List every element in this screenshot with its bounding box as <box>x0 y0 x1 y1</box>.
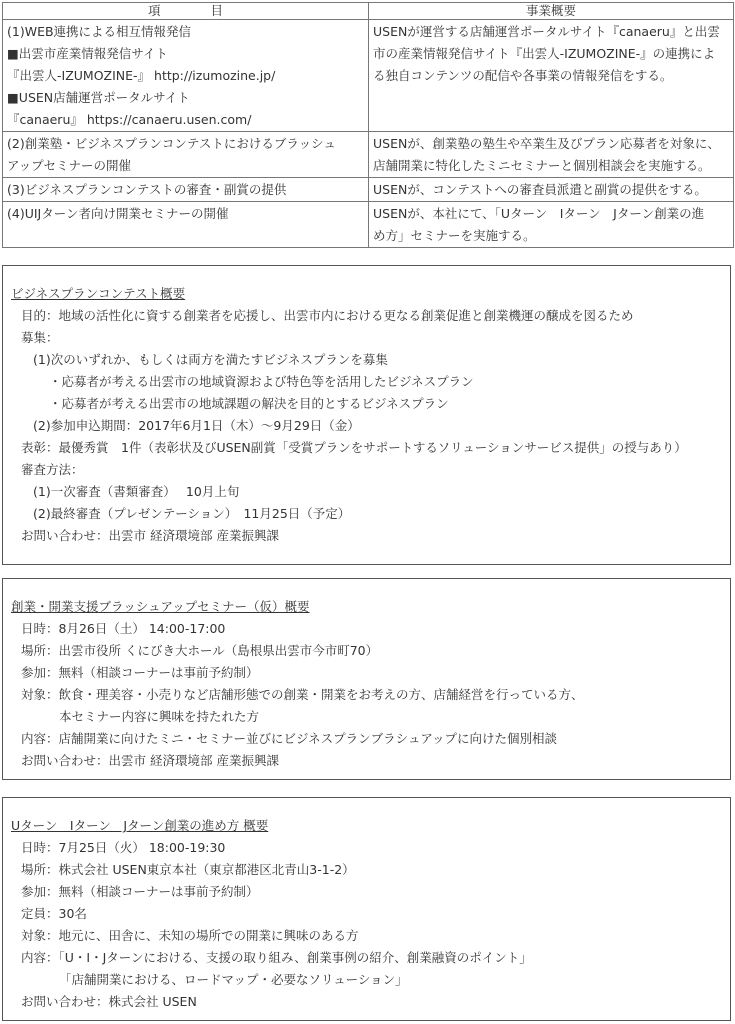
row-item-line: (3)ビジネスプランコンテストの審査・副賞の提供 <box>7 182 287 197</box>
table-header-row <box>3 3 734 20</box>
row-item-line: (2)創業塾・ビジネスプランコンテストにおけるブラッシュ <box>7 136 336 151</box>
header-item: 項 目 <box>3 3 369 20</box>
row-desc-line: る独自コンテンツの配信や各事業の情報発信をする。 <box>373 68 673 83</box>
contest-contact: お問い合わせ：出雲市 経済環境部 産業振興課 <box>21 528 279 543</box>
table-row <box>3 202 734 248</box>
row-item-line: ■USEN店舗運営ポータルサイト <box>7 90 190 105</box>
seminar-target-2: 本セミナー内容に興味を持たれた方 <box>59 709 260 724</box>
row-item-line: (4)UIJターン者向け開業セミナーの開催 <box>7 206 229 221</box>
row-desc-line: め方」セミナーを実施する。 <box>373 228 536 243</box>
seminar-target: 対象：飲食・理美容・小売りなど店舗形態での創業・開業をお考えの方、店舗経営を行っている方、 <box>21 687 584 702</box>
row-desc-line: USENが、創業塾の塾生や卒業生及びプラン応募者を対象に、 <box>373 136 720 151</box>
header-overview: 事業概要 <box>369 3 734 20</box>
row-desc-cell <box>369 178 734 202</box>
seminar-date: 日時：8月26日（土） 14:00-17:00 <box>21 621 226 636</box>
seminar-title: 創業・開業支援ブラッシュアップセミナー（仮）概要 <box>11 599 310 614</box>
contest-review: 審査方法： <box>21 462 84 477</box>
uij-title: Uターン Iターン Jターン創業の進め方 概要 <box>11 818 269 833</box>
seminar-place: 場所：出雲市役所 くにびき大ホール（島根県出雲市今市町70） <box>21 643 379 658</box>
table-row <box>3 20 734 132</box>
row-desc-cell <box>369 20 734 132</box>
uij-content-2: 「店舗開業における、ロードマップ・必要なソリューション」 <box>59 972 408 987</box>
uij-overview-box <box>2 797 731 1021</box>
row-desc-line: USENが、本社にて、「Uターン Iターン Jターン創業の進 <box>373 206 705 221</box>
contest-award: 表彰：最優秀賞 1件（表彰状及びUSEN副賞「受賞プランをサポートするソリューションサービス提供」の授与あり） <box>21 440 687 455</box>
row-item-line: 『出雲人-IZUMOZINE-』 http://izumozine.jp/ <box>7 68 276 83</box>
contest-recruit: 募集： <box>21 330 59 345</box>
contest-bullet-1: ・応募者が考える出雲市の地域資源および特色等を活用したビジネスプラン <box>49 374 474 389</box>
row-desc-line: 店舗開業に特化したミニセミナーと個別相談会を実施する。 <box>373 158 711 173</box>
row-item-line: アップセミナーの開催 <box>7 158 132 173</box>
row-item-cell <box>3 132 369 178</box>
uij-date: 日時：7月25日（火） 18:00-19:30 <box>21 840 226 855</box>
table-row <box>3 178 734 202</box>
seminar-fee: 参加：無料（相談コーナーは事前予約制） <box>21 665 259 680</box>
row-desc-line: USENが運営する店舗運営ポータルサイト『canaeru』と出雲 <box>373 24 720 39</box>
business-overview-table <box>2 2 734 248</box>
uij-contact: お問い合わせ：株式会社 USEN <box>21 994 197 1009</box>
row-item-line: ■出雲市産業情報発信サイト <box>7 46 168 61</box>
row-desc-line: USENが、コンテストへの審査員派遣と副賞の提供をする。 <box>373 182 707 197</box>
row-item-line: (1)WEB連携による相互情報発信 <box>7 24 192 39</box>
row-desc-cell <box>369 202 734 248</box>
row-item-line: 『canaeru』 https://canaeru.usen.com/ <box>7 112 252 127</box>
contest-purpose: 目的：地域の活性化に資する創業者を応援し、出雲市内における更なる創業促進と創業機運の醸成を図るため <box>21 308 634 323</box>
seminar-content: 内容：店舗開業に向けたミニ・セミナー並びにビジネスプランブラシュアップに向けた個別相談 <box>21 731 558 746</box>
uij-target: 対象：地元に、田舎に、未知の場所での開業に興味のある方 <box>21 928 359 943</box>
contest-recruit-2: (2)参加申込期間：2017年6月1日（木）～9月29日（金） <box>33 418 360 433</box>
row-item-cell <box>3 202 369 248</box>
contest-bullet-2: ・応募者が考える出雲市の地域課題の解決を目的とするビジネスプラン <box>49 396 449 411</box>
contest-title: ビジネスプランコンテスト概要 <box>11 286 186 301</box>
seminar-contact: お問い合わせ：出雲市 経済環境部 産業振興課 <box>21 753 279 768</box>
uij-content: 内容：「U・I・Jターンにおける、支援の取り組み、創業事例の紹介、創業融資のポイント」 <box>21 950 532 965</box>
uij-fee: 参加：無料（相談コーナーは事前予約制） <box>21 884 259 899</box>
table-row <box>3 132 734 178</box>
contest-overview-box <box>2 265 731 565</box>
uij-place: 場所：株式会社 USEN東京本社（東京都港区北青山3-1-2） <box>21 862 355 877</box>
contest-recruit-1: (1)次のいずれか、もしくは両方を満たすビジネスプランを募集 <box>33 352 388 367</box>
row-desc-line: 市の産業情報発信サイト『出雲人-IZUMOZINE-』の連携によ <box>373 46 716 61</box>
uij-capacity: 定員：30名 <box>21 906 87 921</box>
seminar-overview-box <box>2 578 731 780</box>
row-item-cell <box>3 20 369 132</box>
contest-review-2: (2)最終審査（プレゼンテーション） 11月25日（予定） <box>33 506 351 521</box>
contest-review-1: (1)一次審査（書類審査） 10月上旬 <box>33 484 240 499</box>
row-desc-cell <box>369 132 734 178</box>
row-item-cell <box>3 178 369 202</box>
